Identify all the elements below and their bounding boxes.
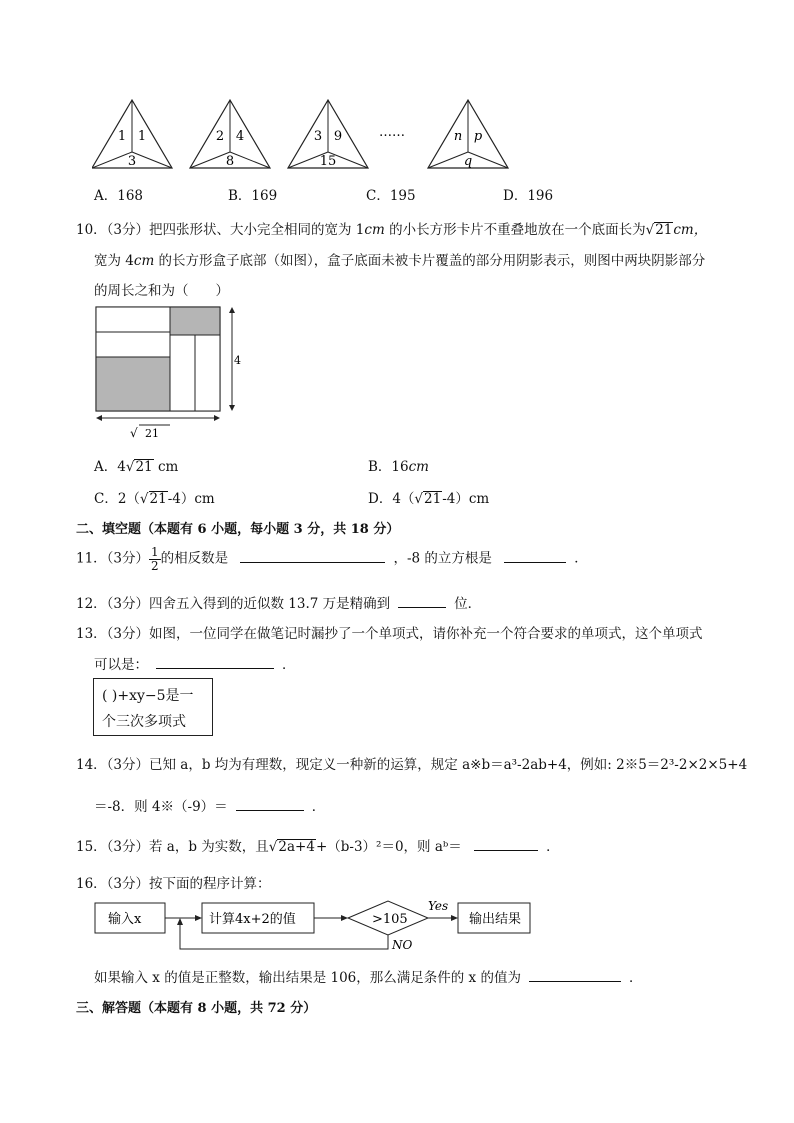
q16-line1: 16．（3分）按下面的程序计算： — [76, 876, 271, 892]
q10-line3: 的周长之和为（ ） — [94, 283, 229, 299]
q15-sqrt: 2a+4 — [278, 839, 315, 855]
flow-output-label: 输出结果 — [469, 912, 522, 927]
q10-line2-b: 的长方形盒子底部（如图），盒子底面未被卡片覆盖的部分用阴影表示，则图中两块阴影部分 — [154, 253, 706, 269]
q14-line2: ＝-8．则 4※（-9）＝ ． — [94, 799, 326, 815]
triangle-3-bottom-number: 15 — [319, 154, 337, 169]
q13-note-box — [93, 678, 213, 736]
q13-line2: 可以是： ． — [94, 657, 296, 673]
q10-height-label: 4 — [234, 354, 241, 367]
q10-option-d: D．4（√21-4）cm — [368, 491, 490, 507]
triangle-2 — [190, 100, 270, 169]
q9-option-d: D．196 — [503, 188, 554, 204]
q10-line1: 10．（3分）把四张形状、大小完全相同的宽为 1cm 的小长方形卡片不重叠地放在一个底面长为√21cm， — [76, 222, 708, 238]
q13-box-line2: 个三次多项式 — [102, 714, 186, 730]
q10-line1-b: 的小长方形卡片不重叠地放在一个底面长为 — [384, 222, 646, 238]
q15: 15．（3分）若 a，b 为实数，且√2a+4+（b-3）²＝0，则 aᵇ＝ ． — [76, 839, 560, 855]
triangle-2-right-number: 4 — [235, 129, 245, 144]
triangle-2-bottom-number: 8 — [225, 154, 235, 169]
q11-fraction: $\frac{1}{2}$ — [151, 545, 159, 573]
triangle-4-bottom-number: q — [463, 154, 473, 169]
q9-ellipsis: …… — [379, 125, 405, 140]
triangle-4-left-number: n — [453, 129, 463, 144]
q12: 12．（3分）四舍五入得到的近似数 13.7 万是精确到 位． — [76, 596, 482, 612]
q10-option-b: B．16cm — [368, 459, 429, 475]
triangle-4 — [428, 100, 508, 169]
q10-line2 — [94, 249, 705, 269]
q9-option-a: A．168 — [94, 188, 144, 204]
flow-no-label: NO — [392, 938, 413, 952]
q14-line1: 14．（3分）已知 a，b 均为有理数，现定义一种新的运算，规定 a※b＝a³-2ab+4，例如: 2※5＝2³-2×2×5+4 — [76, 757, 748, 773]
section2-heading: 二、填空题（本题有 6 小题，每小题 3 分，共 18 分） — [76, 522, 400, 537]
q10-width-label: 21 — [145, 427, 159, 440]
q13-box-line1: ( )+xy−5是一 — [102, 688, 194, 704]
q14-blank[interactable] — [236, 798, 304, 811]
q9-option-c: C．195 — [366, 188, 416, 204]
triangle-2-left-number: 2 — [215, 129, 225, 144]
triangle-1-left-number: 1 — [117, 129, 127, 144]
flow-calc-label: 计算4x+2的值 — [209, 912, 296, 927]
q10-line2-a: 宽为 4 — [94, 253, 134, 269]
q11-blank-1[interactable] — [240, 550, 385, 563]
triangle-1-bottom-number: 3 — [127, 154, 137, 169]
triangle-4-right-number: p — [473, 129, 483, 144]
q11: 11．（3分） $\frac{1}{2}$ 的相反数是 ，-8 的立方根是 ． — [76, 545, 588, 573]
triangle-3-right-number: 9 — [333, 129, 343, 144]
triangle-3-left-number: 3 — [313, 129, 323, 144]
q15-blank[interactable] — [474, 838, 538, 851]
section3-heading: 三、解答题（本题有 8 小题，共 72 分） — [76, 1001, 317, 1016]
q10-line1-sqrt: 21 — [655, 222, 673, 238]
q10-line2-unit: cm — [133, 253, 155, 269]
q10-option-c: C．2（√21-4）cm — [94, 491, 215, 507]
triangle-3 — [288, 100, 368, 169]
q13-line1: 13．（3分）如图，一位同学在做笔记时漏抄了一个单项式，请你补充一个符合要求的单项式，这个单项式 — [76, 626, 703, 642]
q13-blank[interactable] — [156, 656, 274, 669]
q16-line2: 如果输入 x 的值是正整数，输出结果是 106，那么满足条件的 x 的值为 ． — [94, 970, 643, 986]
flow-input-label: 输入x — [108, 912, 142, 927]
q10-line1-c: cm， — [673, 222, 708, 238]
q10-line1-a: 10．（3分）把四张形状、大小完全相同的宽为 1 — [76, 222, 365, 238]
flow-cond-label: >105 — [372, 912, 408, 927]
q12-blank[interactable] — [398, 595, 446, 608]
q9-option-b: B．169 — [228, 188, 278, 204]
q16-flowchart — [92, 895, 542, 955]
triangle-1 — [92, 100, 172, 169]
q10-line1-unit: cm — [364, 222, 385, 238]
q16-blank[interactable] — [529, 969, 621, 982]
svg-text:√: √ — [130, 426, 138, 440]
flow-yes-label: Yes — [428, 899, 449, 913]
q9-triangle-figure — [92, 98, 512, 174]
q10-box-figure — [90, 302, 250, 444]
triangle-1-right-number: 1 — [137, 129, 147, 144]
q11-blank-2[interactable] — [504, 550, 566, 563]
q10-option-a: A．4√21 cm — [94, 459, 179, 475]
